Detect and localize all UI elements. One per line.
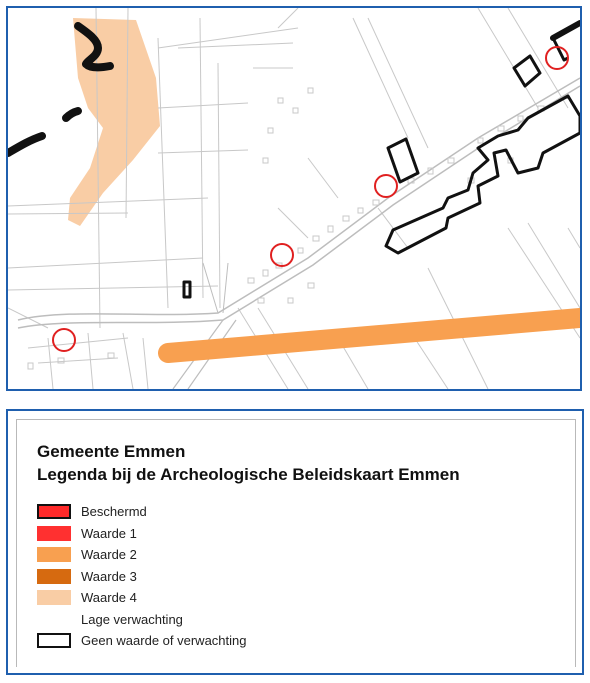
legend-swatch — [37, 633, 71, 648]
legend-title-map: Legenda bij de Archeologische Beleidskaart Emmen — [37, 465, 460, 484]
waarde-4-area — [68, 18, 160, 226]
legend-item-waarde-1 — [37, 523, 246, 545]
legend-swatch — [37, 526, 71, 541]
legend-swatch — [37, 504, 71, 519]
legend-item-lage-verwachting — [37, 609, 246, 631]
legend-list — [37, 501, 246, 652]
legend-swatch — [37, 547, 71, 562]
legend-inner-box — [16, 419, 576, 667]
legend-label: Geen waarde of verwachting — [81, 633, 247, 649]
legend-item-beschermd — [37, 501, 246, 523]
legend-swatch — [37, 590, 71, 605]
legend-item-waarde-4 — [37, 587, 246, 609]
legend-item-geen-waarde — [37, 630, 246, 652]
waarde-2-band — [168, 318, 580, 353]
archaeological-map — [8, 8, 580, 389]
legend-label: Waarde 3 — [81, 568, 137, 584]
legend-label: Beschermd — [81, 504, 147, 520]
legend-swatch — [37, 612, 71, 627]
legend-label: Lage verwachting — [81, 611, 183, 627]
legend-label: Waarde 2 — [81, 547, 137, 563]
legend-swatch — [37, 569, 71, 584]
legend-item-waarde-3 — [37, 566, 246, 588]
legend-label: Waarde 1 — [81, 525, 137, 541]
legend-panel — [6, 409, 584, 675]
map-panel[interactable] — [6, 6, 582, 391]
marker-circle — [53, 329, 75, 351]
marker-circle — [375, 175, 397, 197]
legend-item-waarde-2 — [37, 544, 246, 566]
legend-title-municipality: Gemeente Emmen — [37, 442, 186, 461]
legend-label: Waarde 4 — [81, 590, 137, 606]
